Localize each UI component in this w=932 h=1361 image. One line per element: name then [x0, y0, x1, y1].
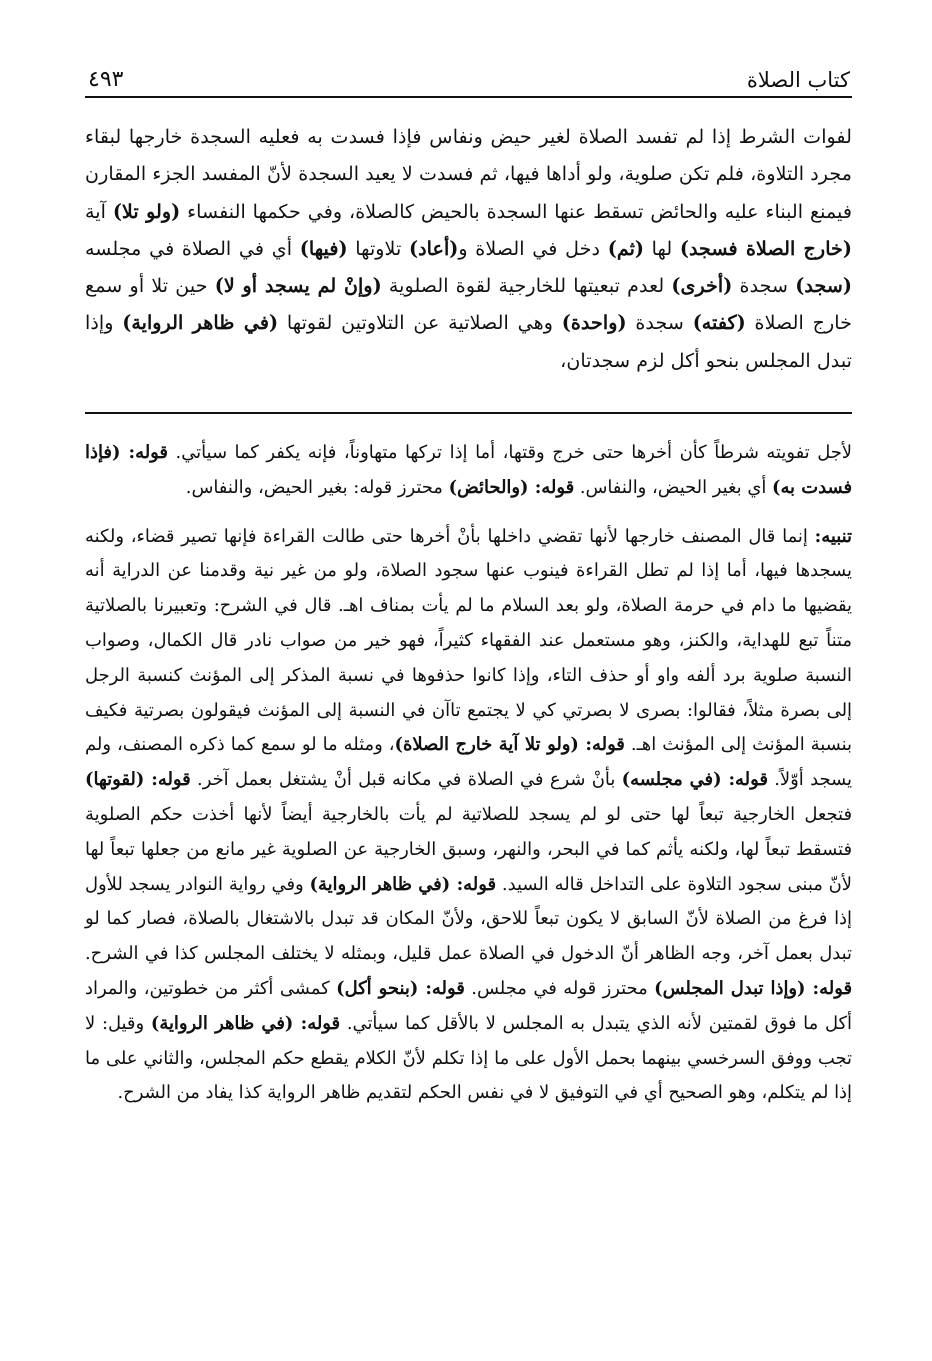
- page-number: ٤٩٣: [88, 67, 124, 92]
- commentary-bold-segment: قوله: (والحائض): [448, 476, 575, 498]
- commentary-segment: محترز قوله في مجلس.: [464, 977, 655, 999]
- running-head: [88, 58, 850, 92]
- main-text-bold-segment: (خارج الصلاة فسجد): [679, 236, 852, 260]
- main-text-bold-segment: (واحدة): [561, 311, 627, 335]
- commentary-segment: فتجعل الخارجية تبعاً لها حتى لو لم يسجد للصلاتية لم يأت بالخارجية أيضاً لأنها أخذت حكم الصلوية فتسقط تبعاً لها، ولكنه يأثم كما في البحر، والنهر، وسبق الخارجية عن الصلوية غير مانع من جعلها تبعاً لها لأنّ مبنى سجود التلاوة على التداخل قاله السيد.: [85, 803, 852, 895]
- commentary-bold-segment: قوله: (في مجلسه): [621, 769, 768, 791]
- commentary-bold-segment: قوله: (فإذا فسدت به): [85, 442, 852, 498]
- main-text-bold-segment: (سجد): [795, 274, 852, 298]
- main-text-segment: حين تلا أو سمع خارج الصلاة: [85, 274, 852, 335]
- main-text-segment: تلاوتها: [347, 236, 410, 260]
- main-text-segment: وهي الصلاتية عن التلاوتين لقوتها: [278, 311, 562, 335]
- main-text-segment: لفوات الشرط إذا لم تفسد الصلاة لغير حيض ونفاس فإذا فسدت به فعليه السجدة خارجها لبقاء مجرد التلاوة، فلم تكن صلوية، ولو أداها فيها، ثم فسدت لا يعيد السجدة لأنّ المفسد الجزء المقارن فيمنع البناء عليه والحائض تسقط عنها السجدة بالحيض كالصلاة، وفي حكمها النفساء: [85, 125, 852, 223]
- main-text-segment: سجدة: [626, 311, 693, 335]
- main-text-segment: آية: [85, 199, 113, 223]
- header-rule: [85, 96, 852, 98]
- main-text-bold-segment: (ولو تلا): [112, 199, 181, 223]
- commentary: [85, 436, 852, 1111]
- main-text-bold-segment: (كفته): [692, 311, 746, 335]
- commentary-paragraph: [85, 520, 852, 1112]
- commentary-segment: بأنْ شرع في الصلاة في مكانه قبل أنْ يشتغل بعمل آخر.: [190, 769, 622, 791]
- commentary-bold-segment: قوله: (في ظاهر الرواية): [150, 1012, 341, 1034]
- commentary-bold-segment: قوله: (بنحو أكل): [336, 977, 465, 999]
- commentary-segment: أي بغير الحيض، والنفاس.: [574, 476, 772, 498]
- commentary-paragraph: [85, 436, 852, 506]
- main-text-bold-segment: (أعاد): [409, 236, 459, 260]
- main-text-segment: لعدم تبعيتها للخارجية لقوة الصلوية: [381, 274, 672, 298]
- commentary-bold-segment: قوله: (في ظاهر الرواية): [309, 873, 497, 895]
- main-text-bold-segment: (أخرى): [671, 274, 733, 298]
- main-text-segment: وإذا تبدل المجلس بنحو أكل لزم سجدتان،: [85, 311, 852, 372]
- commentary-segment: إنما قال المصنف خارجها لأنها تقضي داخلها بأنْ أخرها حتى طالت القراءة فإنها تصير قضاء، ولكنه يسجدها فيها، أما إذا لم تطل القراءة فينوب عنها سجود الصلاة، ولو من غير نية وقدمنا عن الدراية أنه يقضيها ما دام في حرمة الصلاة، ولو بعد السلام ما لم يأت بمناف اهـ. قال في الشرح: وتعبيرنا بالصلاتية متناً تبع للهداية، والكنز، وهو مستعمل عند الفقهاء كثيراً، فهو خير من صواب نادر قال الكمال، وصواب النسبة صلوية برد ألفه واو أو حذف التاء، وإذا كانوا حذفوها في نسبة المذكر إلى المؤنث كنسبة الرجل إلى بصرة مثلاً، فقالوا: بصرى لا بصرتي كي لا يجتمع تاآن في النسبة إلى المؤنث فيقولون بصرتية فكيف بنسبة المؤنث إلى المؤنث اهـ.: [85, 525, 853, 756]
- commentary-segment: وفي رواية النوادر يسجد للأول إذا فرغ من الصلاة لأنّ السابق لا يكون تبعاً للاحق، ولأنّ المكان قد تبدل بالاشتغال بالصلاة، فصار كما لو تبدل بعمل آخر، وجه الظاهر أنّ الدخول في الصلاة عمل قليل، وبمثله لا يختلف المجلس كذا في الشرح.: [85, 873, 852, 965]
- main-text-bold-segment: (وإنْ لم يسجد أو لا): [214, 274, 382, 298]
- commentary-segment: لأجل تفويته شرطاً كأن أخرها حتى خرج وقتها، أما إذا تركها متهاوناً، فإنه يكفر كما سيأتي.: [167, 442, 852, 463]
- main-text-segment: سجدة: [732, 274, 796, 298]
- main-text-segment: لها: [644, 236, 680, 260]
- main-text-segment: أي في الصلاة في مجلسه: [85, 236, 300, 260]
- main-text: [85, 118, 852, 379]
- commentary-bold-segment: قوله: (لقوتها): [85, 769, 191, 791]
- main-text-bold-segment: (فيها): [299, 236, 348, 260]
- main-text-segment: دخل في الصلاة و: [458, 236, 608, 260]
- commentary-bold-segment: قوله: (ولو تلا آية خارج الصلاة): [394, 734, 625, 756]
- commentary-segment: كمشى أكثر من خطوتين، والمراد أكل ما فوق لقمتين لأنه الذي يتبدل به المجلس لا بالأقل كما سيأتي.: [85, 977, 852, 1034]
- commentary-separator-rule: [85, 412, 852, 414]
- commentary-segment: ، ومثله ما لو سمع كما ذكره المصنف، ولم يسجد أوّلاً.: [85, 734, 852, 791]
- commentary-segment: وقيل: لا تجب ووفق السرخسي بينهما بحمل الأول على ما إذا تكلم لأنّ الكلام يقطع حكم المجلس، والثاني على ما إذا لم يتكلم، وهو الصحيح أي في التوفيق لا في نفس الحكم لتقديم ظاهر الرواية كذا يفاد من الشرح.: [85, 1012, 852, 1104]
- commentary-bold-segment: قوله: (وإذا تبدل المجلس): [654, 977, 852, 999]
- main-text-bold-segment: (في ظاهر الرواية): [122, 311, 279, 335]
- main-text-bold-segment: (ثم): [607, 236, 645, 260]
- commentary-bold-segment: تنبيه:: [814, 525, 852, 547]
- commentary-segment: محترز قوله: بغير الحيض، والنفاس.: [185, 476, 449, 498]
- book-title: كتاب الصلاة: [746, 68, 850, 92]
